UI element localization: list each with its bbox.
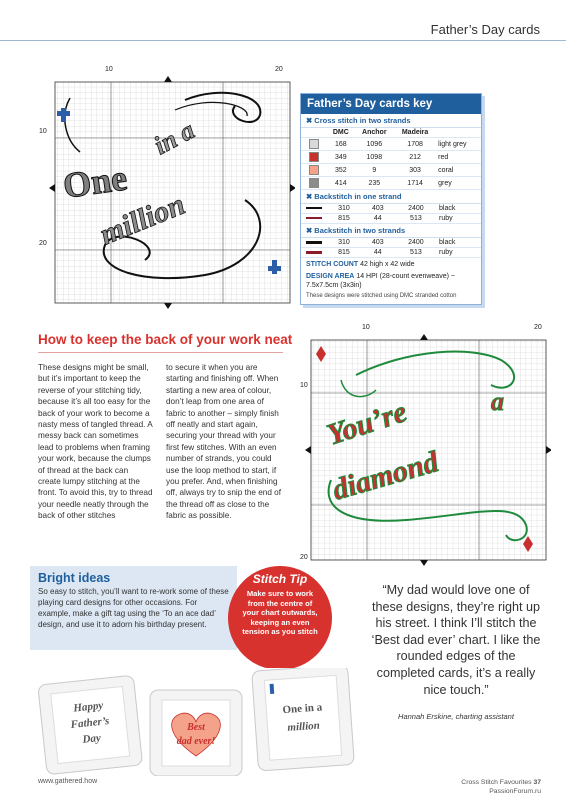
key-back2-table bbox=[301, 238, 481, 258]
stitch-count: STITCH COUNT 42 high x 42 wide bbox=[306, 261, 415, 268]
swatch-grey bbox=[309, 178, 319, 188]
key-row: 168 1096 1708 light grey bbox=[301, 138, 481, 151]
stitched-cards-photo bbox=[30, 668, 360, 781]
chart1-word-one: One bbox=[60, 157, 130, 206]
swatch-light-grey bbox=[309, 139, 319, 149]
chart2-word-youre: You’re bbox=[322, 395, 411, 452]
key-backstitch-one-heading: ✖ Backstitch in one strand bbox=[301, 190, 481, 204]
chart1-word-in-a: in a bbox=[149, 115, 200, 161]
stitch-tip-badge bbox=[228, 566, 332, 670]
footer-magazine: Cross Stitch Favourites bbox=[461, 779, 532, 786]
chart1-center-arrow-top bbox=[164, 76, 172, 82]
key-back1-table bbox=[301, 204, 481, 224]
swatch-coral bbox=[309, 165, 319, 175]
chart1-center-arrow-left bbox=[49, 184, 55, 192]
chart1-grid bbox=[35, 70, 295, 310]
chart1-center-arrow-bottom bbox=[164, 303, 172, 309]
key-backstitch-two-heading: ✖ Backstitch in two strands bbox=[301, 224, 481, 238]
article-column-2: to secure it when you are starting and finishing off. When starting a new area of colour, don’t leap from one area of fabric to another – simply finish off neatly and start again, securing your thread with your first few stitches. With an even number of strands, you could use the loop method to start, if you prefer. And, when finishing off, always try to snip the end of the thread off as close to the fabric as possible. bbox=[166, 363, 281, 521]
design-area: DESIGN AREA 14 HPI (28-count evenweave) ~ 7.5x7.5cm (3x3in) bbox=[306, 272, 455, 289]
line-black bbox=[306, 207, 322, 209]
stitch-tip-body: Make sure to work from the centre of your chart outwards, keeping an even tension as you stitch bbox=[242, 589, 318, 637]
chart1-word-million: million bbox=[95, 187, 190, 252]
key-cross-table bbox=[301, 128, 481, 190]
line-black-thick bbox=[306, 241, 322, 244]
key-title: Father’s Day cards key bbox=[301, 94, 481, 114]
swatch-red bbox=[309, 152, 319, 162]
key-row: 310 403 2400 black bbox=[301, 204, 481, 214]
key-row: 815 44 513 ruby bbox=[301, 248, 481, 258]
svg-text:Happy: Happy bbox=[72, 699, 104, 715]
bright-ideas-body: So easy to stitch, you’ll want to re-work some of these playing card designs for other occasions. For example, make a gift tag using the ‘To an ace dad’ design, and use it to adorn his birthday present. bbox=[38, 587, 229, 629]
chart1-top-label-20: 20 bbox=[275, 66, 283, 73]
chart2-word-a: a bbox=[491, 387, 504, 416]
footer-page-info bbox=[416, 778, 541, 796]
bright-ideas-title: Bright ideas bbox=[38, 571, 111, 585]
chart2-top-label-20: 20 bbox=[534, 324, 542, 331]
chart2-center-arrow-right bbox=[546, 446, 551, 454]
key-row: 349 1098 212 red bbox=[301, 151, 481, 164]
article-heading-rule bbox=[38, 352, 283, 353]
svg-text:Best: Best bbox=[187, 722, 205, 733]
chart2-word-diamond: diamond bbox=[328, 445, 443, 507]
key-row: 352 9 303 coral bbox=[301, 164, 481, 177]
chart2-center-arrow-left bbox=[305, 446, 311, 454]
footer-watermark: PassionForum.ru bbox=[489, 788, 541, 795]
key-row: 414 235 1714 grey bbox=[301, 177, 481, 190]
chart2-top-label-10: 10 bbox=[362, 324, 370, 331]
chart-youre-a-diamond bbox=[296, 324, 551, 568]
chart1-side-label-10: 10 bbox=[39, 128, 47, 135]
svg-text:Father’s: Father’s bbox=[70, 715, 110, 731]
col-madeira: Madeira bbox=[394, 128, 436, 138]
pull-quote: “My dad would love one of these designs, they’re right up his street. I think I’ll stitch the ‘Best dad ever’ chart. I like the rounded edges of the completed cards, it’s a really nice touch.” bbox=[371, 583, 541, 697]
line-ruby-thick bbox=[306, 251, 322, 254]
footer-url: www.gathered.how bbox=[38, 778, 98, 785]
chart-key bbox=[300, 93, 482, 305]
card-one-in-a-million bbox=[252, 668, 355, 771]
col-anchor: Anchor bbox=[355, 128, 394, 138]
col-dmc: DMC bbox=[327, 128, 355, 138]
key-note: These designs were stitched using DMC stranded cotton bbox=[306, 293, 457, 300]
article-heading: How to keep the back of your work neat bbox=[38, 332, 293, 347]
chart2-side-label-10: 10 bbox=[300, 382, 308, 389]
bright-ideas-box bbox=[30, 566, 237, 650]
article-column-1: These designs might be small, but it’s important to keep the reverse of your stitching tidy, because it’s all too easy for the back of your work to become a nasty mess of tangled thread. A messy back can sometimes lead to problems when framing your work, because the clumps of thread at the back can create lumpy stitching at the front. To avoid this, try to thread your needle neatly through the back of other stitches bbox=[38, 363, 153, 521]
chart2-grid bbox=[296, 330, 551, 568]
key-row: 815 44 513 ruby bbox=[301, 214, 481, 224]
key-cross-heading: ✖ Cross stitch in two strands bbox=[301, 114, 481, 128]
stitch-tip-title: Stitch Tip bbox=[252, 572, 308, 586]
svg-text:dad ever!: dad ever! bbox=[176, 736, 216, 747]
section-title: Father’s Day cards bbox=[430, 22, 540, 37]
key-row: 310 403 2400 black bbox=[301, 238, 481, 248]
chart1-side-label-20: 20 bbox=[39, 240, 47, 247]
chart2-side-label-20: 20 bbox=[300, 554, 308, 561]
line-ruby bbox=[306, 217, 322, 219]
quote-attribution: Hannah Erskine, charting assistant bbox=[398, 712, 514, 721]
card-happy-fathers-day bbox=[38, 675, 143, 775]
svg-text:One in a: One in a bbox=[282, 701, 323, 717]
chart2-center-arrow-top bbox=[420, 334, 428, 340]
header-rule bbox=[0, 40, 566, 41]
chart1-top-label-10: 10 bbox=[105, 66, 113, 73]
chart1-center-arrow-right bbox=[290, 184, 295, 192]
cards-illustration bbox=[30, 668, 360, 776]
chart2-center-arrow-bottom bbox=[420, 560, 428, 566]
chart-one-in-a-million bbox=[35, 66, 295, 310]
card-best-dad-ever bbox=[150, 690, 242, 776]
footer-page-number: 37 bbox=[533, 779, 541, 786]
svg-text:Day: Day bbox=[81, 731, 102, 746]
svg-text:million: million bbox=[287, 719, 321, 734]
